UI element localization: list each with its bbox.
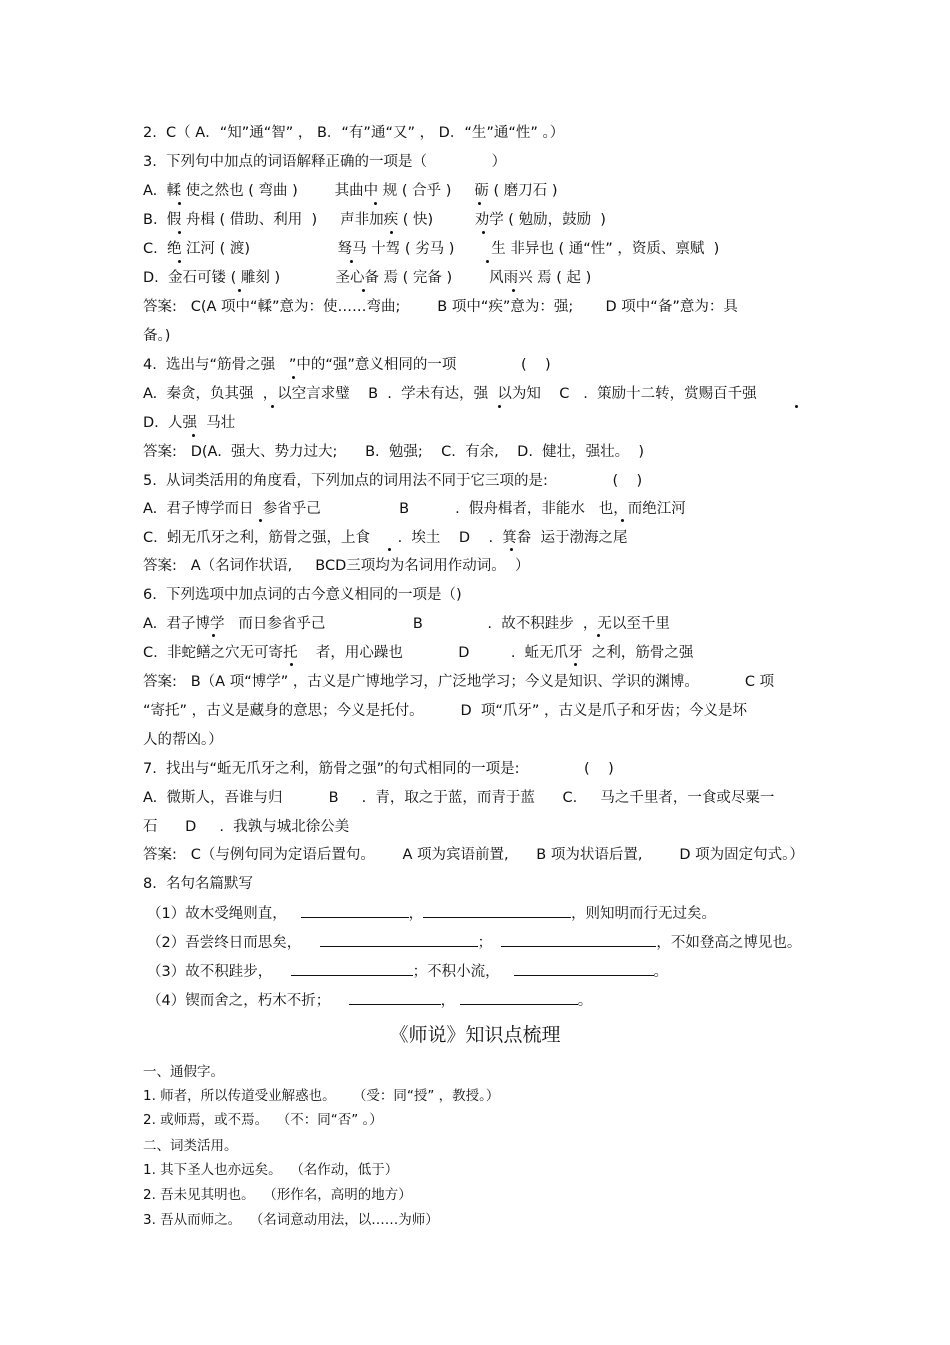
fill-mid: ；不积小流，	[412, 964, 500, 980]
answer-line-cont: 人的帮凶。）	[143, 732, 223, 748]
emphasis-dot	[478, 202, 481, 205]
emphasis-dot	[388, 548, 391, 551]
emphasis-dot	[290, 663, 293, 666]
option-c: C. 绝 江河 ( 渡) 驽马 十驾 ( 劣马 ) 生 非异也 ( 通“性” ，资质、禀赋 )	[143, 241, 720, 257]
emphasis-dot	[178, 202, 181, 205]
note-item: 2. 吾未见其明也。 （形作名，高明的地方）	[143, 1187, 412, 1203]
question-7: 7. 找出与“蚯无爪牙之利，筋骨之强”的句式相同的一项是: ( )	[143, 761, 614, 777]
option-d: D. 金石可镂 ( 雕刻 ) 圣心备 焉 ( 完备 ) 风雨兴 焉 ( 起 )	[143, 270, 592, 286]
fill-label: （3）故不积跬步，	[147, 964, 273, 980]
fill-line-2	[147, 932, 801, 953]
question-4: 4. 选出与“筋骨之强 ”中的“强”意义相同的一项 ( )	[143, 357, 551, 373]
option-b: B. 假 舟楫 ( 借助、利用 ) 声非加疾 ( 快) 劝学 ( 勉励，鼓励 )	[143, 212, 606, 228]
emphasis-dot	[271, 405, 274, 408]
emphasis-dot	[374, 202, 377, 205]
option-line: A. 君子博学而日 参省乎己 B . 假舟楫者，非能水 也，而绝江河	[143, 501, 686, 517]
question-6: 6. 下列选项中加点词的古今意义相同的一项是（)	[143, 587, 462, 603]
answer-blank[interactable]	[501, 932, 656, 947]
answer-line-cont: “寄托” ，古义是藏身的意思；今义是托付。 D 项“爪牙” ，古义是爪子和牙齿；今义是坏	[143, 703, 748, 719]
emphasis-dot	[486, 260, 489, 263]
emphasis-dot	[350, 260, 353, 263]
emphasis-dot	[192, 434, 195, 437]
emphasis-dot	[795, 405, 798, 408]
answer-blank[interactable]	[291, 961, 413, 976]
answer-line: 答案: C(A 项中“輮”意为：使……弯曲; B 项中“疾”意为：强; D 项中“备”意为：具	[143, 299, 738, 315]
note-item: 1. 其下圣人也亦远矣。 （名作动，低于）	[143, 1162, 399, 1178]
fill-mid: ，	[408, 906, 424, 922]
fill-label: （1）故木受绳则直，	[147, 906, 287, 922]
heading-cilei-huoyong: 二、词类活用。	[143, 1138, 238, 1154]
answer-blank[interactable]	[301, 903, 409, 918]
emphasis-dot	[621, 519, 624, 522]
emphasis-dot	[259, 519, 262, 522]
answer-line: 答案: D(A. 强大、势力过大; B. 勉强; C. 有余, D. 健壮，强壮。 )	[143, 444, 645, 460]
fill-mid: ，	[440, 993, 456, 1009]
note-item: 2. 或师焉，或不焉。 （不：同“否” 。）	[143, 1112, 383, 1128]
answer-line: 答案: B（A 项“博学” ，古义是广博地学习，广泛地学习；今义是知识、学识的渊博。 C 项	[143, 674, 775, 690]
fill-line-4	[147, 990, 592, 1011]
answer-blank[interactable]	[514, 961, 654, 976]
emphasis-dot	[292, 376, 295, 379]
fill-line-3	[147, 961, 668, 982]
fill-label: （2）吾尝终日而思矣，	[147, 935, 302, 951]
option-line: A. 微斯人，吾谁与归 B . 青，取之于蓝，而青于蓝 C. 马之千里者，一食或尽粟一	[143, 790, 775, 806]
option-line-cont: 石 D . 我孰与城北徐公美	[143, 819, 350, 835]
option-d: D. 人强 马壮	[143, 415, 236, 431]
emphasis-dot	[498, 405, 501, 408]
option-line: A. 君子博学 而日参省乎己 B . 故不积跬步 ，无以至千里	[143, 616, 670, 632]
answer-blank[interactable]	[349, 990, 441, 1005]
answer-blank[interactable]	[460, 990, 578, 1005]
answer-line-cont: 备。)	[143, 328, 171, 344]
emphasis-dot	[178, 260, 181, 263]
option-line: C. 蚓无爪牙之利，筋骨之强，上食 . 埃土 D . 箕畚 运于渤海之尾	[143, 530, 628, 546]
option-line: C. 非蛇鳝之穴无可寄托 者，用心躁也 D . 蚯无爪牙 之利，筋骨之强	[143, 645, 694, 661]
emphasis-dot	[574, 663, 577, 666]
fill-label: （4）锲而舍之，朽木不折；	[147, 993, 331, 1009]
fill-end: ，则知明而行无过矣。	[571, 906, 717, 922]
answer-line: 答案: C（与例句同为定语后置句。 A 项为宾语前置, B 项为状语后置, D 项为固定句式。）	[143, 847, 804, 863]
emphasis-dot	[390, 231, 393, 234]
emphasis-dot	[212, 634, 215, 637]
fill-mid: ；	[477, 935, 493, 951]
question-5: 5. 从词类活用的角度看，下列加点的词用法不同于它三项的是: ( )	[143, 473, 643, 489]
section-title: 《师说》知识点梳理	[389, 1024, 561, 1046]
option-line: A. 秦贪，负其强 ，以空言求璧 B . 学未有达，强 以为知 C . 策励十二转，赏赐百千强	[143, 386, 757, 402]
fill-end: 。	[653, 964, 668, 980]
emphasis-dot	[482, 231, 485, 234]
question-3: 3. 下列句中加点的词语解释正确的一项是（ ）	[143, 154, 507, 170]
emphasis-dot	[510, 548, 513, 551]
answer-blank[interactable]	[423, 903, 571, 918]
emphasis-dot	[178, 231, 181, 234]
question-8: 8. 名句名篇默写	[143, 876, 254, 892]
note-item: 1. 师者，所以传道受业解惑也。 （受：同“授” ，教授。）	[143, 1088, 500, 1104]
emphasis-dot	[597, 634, 600, 637]
fill-line-1	[147, 903, 716, 924]
emphasis-dot	[362, 289, 365, 292]
answer-line: 答案: A（名词作状语, BCD三项均为名词用作动词。 ）	[143, 558, 530, 574]
fill-end: ，不如登高之博见也。	[656, 935, 802, 951]
heading-tongjiazi: 一、通假字。	[143, 1064, 224, 1080]
option-a: A. 輮 使之然也 ( 弯曲 ) 其曲中 规 ( 合乎 ) 砺 ( 磨刀石 )	[143, 183, 558, 199]
emphasis-dot	[238, 289, 241, 292]
fill-end: 。	[577, 993, 593, 1009]
note-item: 3. 吾从而师之。 （名词意动用法，以……为师）	[143, 1212, 439, 1228]
answer-blank[interactable]	[320, 932, 478, 947]
text-line: 2. C（ A．“知”通“智” ， B．“有”通“又” ， D．“生”通“性” 。）	[143, 125, 565, 141]
emphasis-dot	[512, 289, 515, 292]
